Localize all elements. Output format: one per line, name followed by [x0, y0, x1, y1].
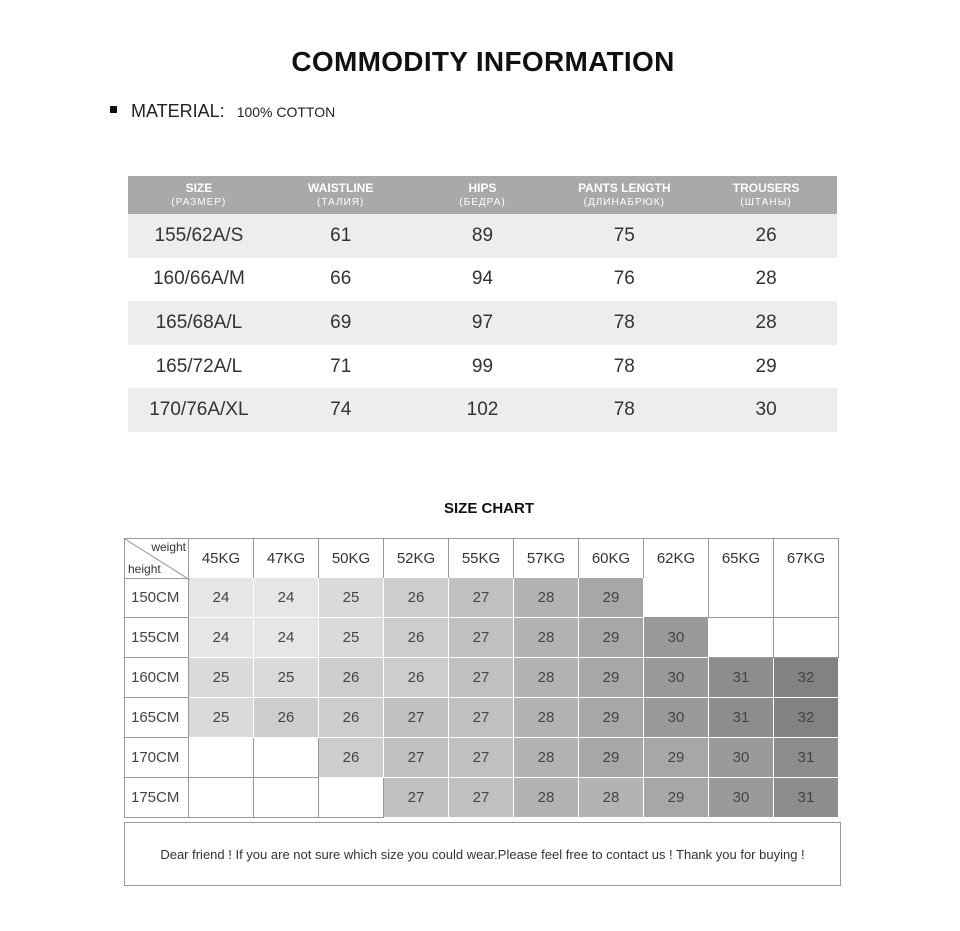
size-cell: 27: [384, 738, 449, 778]
table-cell: 165/68A/L: [155, 311, 243, 333]
size-cell: 31: [709, 698, 774, 738]
height-label: 170CM: [124, 738, 189, 778]
size-cell: 24: [254, 578, 319, 618]
material-value: 100% COTTON: [236, 104, 336, 120]
table-cell: 28: [755, 268, 777, 290]
table-cell: 170/76A/XL: [149, 399, 249, 421]
size-cell: 28: [514, 738, 579, 778]
size-cell: 28: [514, 778, 579, 818]
header-hips: [412, 176, 554, 214]
header-pants-length: [553, 176, 695, 214]
weight-header: 55KG: [449, 538, 514, 579]
table-row: [128, 258, 837, 302]
weight-header: 45KG: [189, 538, 254, 579]
size-cell: 28: [514, 698, 579, 738]
weight-header: 62KG: [644, 538, 709, 579]
size-cell: 30: [644, 698, 709, 738]
table-row: [128, 345, 837, 389]
header-en: WAISTLINE: [308, 180, 374, 195]
size-cell: 27: [449, 778, 514, 818]
empty-cell: [709, 578, 774, 618]
size-cell: 28: [514, 578, 579, 618]
table-cell: 102: [466, 399, 499, 421]
size-cell: 25: [189, 658, 254, 698]
size-cell: 30: [644, 618, 709, 658]
size-cell: 31: [709, 658, 774, 698]
table-cell: 78: [613, 399, 635, 421]
size-table-body: [128, 214, 837, 432]
empty-cell: [709, 618, 774, 658]
empty-cell: [774, 618, 839, 658]
size-cell: 31: [774, 778, 839, 818]
size-cell: 27: [449, 658, 514, 698]
size-cell: 27: [449, 738, 514, 778]
material-line: [110, 101, 335, 122]
header-trousers: [695, 176, 837, 214]
size-cell: 28: [514, 618, 579, 658]
table-cell: 29: [755, 355, 777, 377]
size-cell: 29: [579, 698, 644, 738]
size-cell: 24: [254, 618, 319, 658]
empty-cell: [189, 738, 254, 778]
size-cell: 28: [579, 778, 644, 818]
weight-header: 50KG: [319, 538, 384, 579]
size-chart-header-row: [124, 538, 841, 578]
header-en: PANTS LENGTH: [578, 180, 671, 195]
size-cell: 24: [189, 618, 254, 658]
table-cell: 28: [755, 311, 777, 333]
header-size: [128, 176, 270, 214]
header-ru: (ДЛИНАБРЮК): [583, 196, 665, 208]
size-cell: 26: [384, 618, 449, 658]
size-cell: 24: [189, 578, 254, 618]
table-cell: 97: [471, 311, 494, 333]
table-cell: 89: [471, 224, 494, 246]
table-cell: 76: [613, 268, 635, 290]
table-cell: 30: [755, 399, 777, 421]
size-table: [128, 176, 837, 432]
size-chart-row: [124, 738, 841, 778]
weight-header: 65KG: [709, 538, 774, 579]
corner-height-label: height: [128, 562, 161, 576]
table-row: [128, 214, 837, 258]
table-cell: 99: [471, 355, 494, 377]
size-cell: 26: [319, 658, 384, 698]
size-chart-row: [124, 618, 841, 658]
size-chart-row: [124, 658, 841, 698]
header-ru: (РАЗМЕР): [171, 196, 227, 208]
size-cell: 31: [774, 738, 839, 778]
corner-cell: [124, 538, 189, 579]
height-label: 155CM: [124, 618, 189, 658]
header-ru: (БЕДРА): [459, 196, 506, 208]
empty-cell: [644, 578, 709, 618]
empty-cell: [319, 778, 384, 818]
empty-cell: [774, 578, 839, 618]
table-cell: 78: [613, 355, 635, 377]
size-cell: 26: [384, 658, 449, 698]
table-cell: 61: [330, 224, 352, 246]
size-cell: 26: [384, 578, 449, 618]
size-chart-title: SIZE CHART: [444, 500, 534, 517]
size-chart-row: [124, 698, 841, 738]
size-cell: 29: [579, 578, 644, 618]
bullet-icon: [110, 106, 117, 113]
empty-cell: [254, 778, 319, 818]
size-cell: 26: [319, 738, 384, 778]
size-cell: 32: [774, 698, 839, 738]
size-chart-row: [124, 578, 841, 618]
weight-header: 60KG: [579, 538, 644, 579]
size-cell: 30: [709, 778, 774, 818]
size-cell: 27: [384, 698, 449, 738]
table-cell: 75: [613, 224, 635, 246]
size-cell: 27: [449, 618, 514, 658]
size-chart-grid: [124, 538, 841, 818]
material-label: MATERIAL:: [131, 101, 225, 121]
table-cell: 94: [471, 268, 494, 290]
size-chart-row: [124, 778, 841, 818]
size-cell: 26: [319, 698, 384, 738]
weight-header: 67KG: [774, 538, 839, 579]
size-cell: 29: [579, 738, 644, 778]
table-cell: 155/62A/S: [154, 224, 244, 246]
height-label: 175CM: [124, 778, 189, 818]
height-label: 150CM: [124, 578, 189, 618]
weight-header: 57KG: [514, 538, 579, 579]
size-cell: 25: [189, 698, 254, 738]
header-waistline: [270, 176, 412, 214]
page-title: COMMODITY INFORMATION: [291, 46, 675, 77]
size-cell: 26: [254, 698, 319, 738]
size-cell: 30: [709, 738, 774, 778]
size-cell: 29: [579, 618, 644, 658]
table-row: [128, 388, 837, 432]
empty-cell: [254, 738, 319, 778]
footer-note: Dear friend ! If you are not sure which size you could wear.Please feel free to contact us ! Thank you for buying !: [124, 822, 841, 886]
table-cell: 69: [330, 311, 352, 333]
table-cell: 74: [330, 399, 352, 421]
table-cell: 66: [330, 268, 352, 290]
height-label: 160CM: [124, 658, 189, 698]
header-ru: (ТАЛИЯ): [317, 196, 365, 208]
size-cell: 25: [319, 618, 384, 658]
size-cell: 29: [644, 738, 709, 778]
size-cell: 30: [644, 658, 709, 698]
weight-header: 52KG: [384, 538, 449, 579]
table-cell: 26: [755, 224, 777, 246]
size-cell: 25: [254, 658, 319, 698]
table-cell: 78: [613, 311, 635, 333]
corner-weight-label: weight: [151, 540, 186, 554]
size-cell: 27: [384, 778, 449, 818]
size-cell: 32: [774, 658, 839, 698]
weight-header: 47KG: [254, 538, 319, 579]
table-cell: 71: [330, 355, 352, 377]
size-cell: 29: [579, 658, 644, 698]
header-ru: (ШТАНЫ): [740, 196, 792, 208]
height-label: 165CM: [124, 698, 189, 738]
size-cell: 25: [319, 578, 384, 618]
header-en: HIPS: [468, 180, 497, 195]
size-cell: 27: [449, 698, 514, 738]
size-table-header: [128, 176, 837, 214]
size-cell: 28: [514, 658, 579, 698]
header-en: TROUSERS: [732, 180, 800, 195]
size-cell: 29: [644, 778, 709, 818]
size-cell: 27: [449, 578, 514, 618]
table-cell: 160/66A/M: [152, 268, 245, 290]
table-cell: 165/72A/L: [155, 355, 243, 377]
header-en: SIZE: [185, 180, 213, 195]
table-row: [128, 301, 837, 345]
empty-cell: [189, 778, 254, 818]
